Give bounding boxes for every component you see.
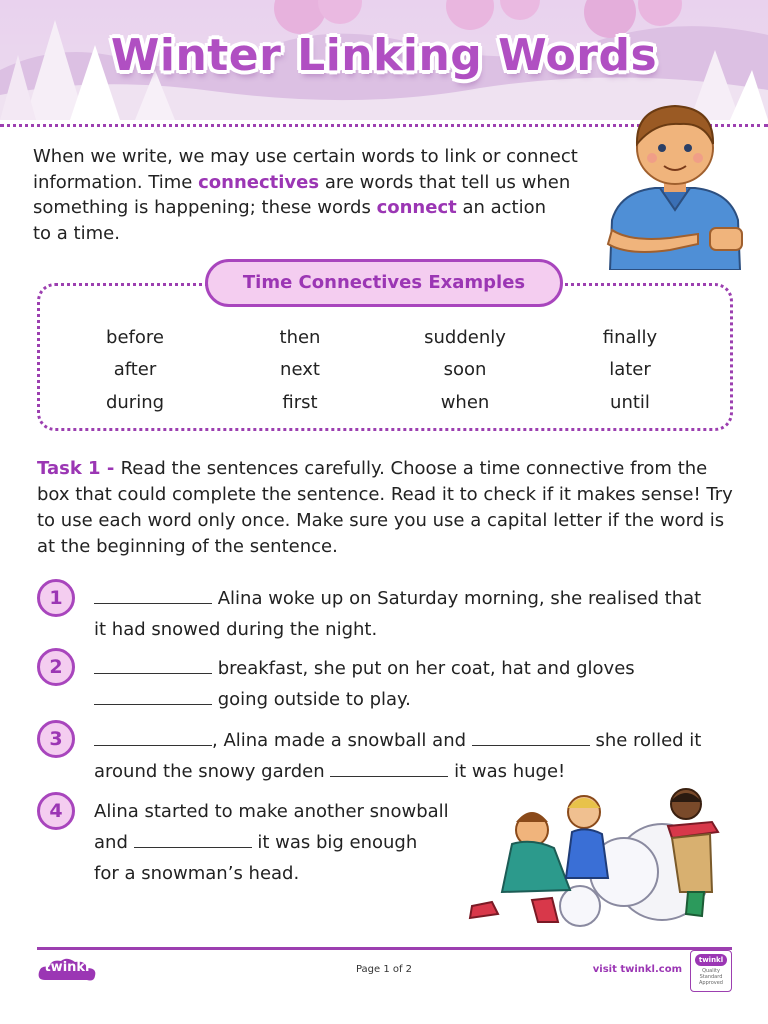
question-text: , Alina made a snowball and	[212, 730, 472, 751]
connective-word: then	[279, 326, 321, 348]
intro-text: are words that tell us when	[319, 171, 571, 193]
question-text: and	[94, 832, 134, 853]
connective-word: when	[440, 391, 490, 413]
question-line	[94, 583, 734, 614]
intro-text: something is happening; these words	[33, 197, 377, 218]
intro-line	[33, 195, 603, 221]
kids-building-snowman-illustration	[462, 782, 730, 930]
question-line	[94, 614, 734, 645]
question-text: going outside to play.	[212, 689, 411, 710]
question-text: breakfast, she put on her coat, hat and gloves	[212, 658, 635, 679]
intro-text: When we write, we may use certain words to link or connect	[33, 146, 578, 167]
question-line	[94, 796, 474, 827]
connectives-row	[55, 386, 715, 419]
keyword-connectives: connectives	[198, 171, 320, 193]
question-line	[94, 827, 474, 858]
answer-blank[interactable]	[94, 728, 212, 746]
connective-word: soon	[443, 359, 487, 381]
connectives-heading: Time Connectives Examples	[205, 259, 563, 307]
intro-text: an action	[456, 197, 547, 218]
connective-word: suddenly	[424, 326, 506, 348]
question-line	[94, 684, 734, 715]
answer-blank[interactable]	[472, 728, 590, 746]
connective-word: finally	[602, 326, 658, 348]
question-line	[94, 725, 734, 756]
connective-word: before	[106, 326, 164, 348]
question-4	[94, 796, 474, 889]
answer-blank[interactable]	[94, 656, 212, 674]
connective-word: next	[280, 359, 320, 381]
badge-caption: Quality Standard Approved	[699, 968, 723, 986]
intro-paragraph	[33, 144, 603, 246]
intro-line	[33, 144, 603, 170]
task-label: Task 1 -	[37, 458, 121, 479]
question-1	[94, 583, 734, 645]
connective-word: until	[610, 391, 650, 413]
keyword-connect: connect	[376, 197, 457, 218]
task-instructions	[37, 456, 737, 560]
question-number-3: 3	[37, 720, 75, 758]
quality-badge	[690, 950, 732, 992]
connectives-row	[55, 321, 715, 354]
question-text: it had snowed during the night.	[94, 619, 378, 640]
connective-word: later	[609, 359, 651, 381]
twinkl-logo[interactable]: twinkl	[44, 960, 90, 975]
question-text: she rolled it	[589, 730, 702, 751]
question-text: Alina started to make another snowball	[94, 801, 449, 822]
connectives-grid	[55, 321, 715, 419]
question-text: around the snowy garden	[94, 761, 331, 782]
intro-line	[33, 170, 603, 196]
page-number: Page 1 of 2	[355, 964, 413, 975]
task-text: Read the sentences carefully. Choose a time connective from the box that could complete the sentence. Read it to check if it makes sense! Try to use each word only once. Make sure you use a capital letter if the word is at the beginning of the sentence.	[37, 458, 733, 557]
boy-pointing-illustration	[600, 100, 750, 270]
question-2	[94, 653, 734, 715]
question-text: for a snowman’s head.	[94, 863, 300, 884]
question-3	[94, 725, 734, 787]
answer-blank[interactable]	[134, 830, 252, 848]
question-line	[94, 653, 734, 684]
connective-word: during	[105, 391, 165, 413]
answer-blank[interactable]	[330, 759, 448, 777]
answer-blank[interactable]	[94, 687, 212, 705]
question-number-1: 1	[37, 579, 75, 617]
intro-line	[33, 221, 603, 247]
question-text: Alina woke up on Saturday morning, she realised that	[212, 588, 702, 609]
question-line	[94, 858, 474, 889]
question-number-2: 2	[37, 648, 75, 686]
answer-blank[interactable]	[94, 586, 212, 604]
badge-logo: twinkl	[695, 954, 727, 966]
page-title: Winter Linking Words	[110, 30, 658, 81]
connectives-row	[55, 354, 715, 387]
question-text: it was huge!	[448, 761, 566, 782]
visit-link[interactable]: visit twinkl.com	[592, 964, 682, 975]
question-number-4: 4	[37, 792, 75, 830]
connective-word: first	[282, 391, 318, 413]
footer-divider	[37, 947, 732, 950]
intro-text: to a time.	[33, 222, 120, 244]
connective-word: after	[113, 359, 157, 381]
intro-text: information. Time	[33, 171, 199, 193]
question-text: it was big enough	[251, 832, 418, 853]
